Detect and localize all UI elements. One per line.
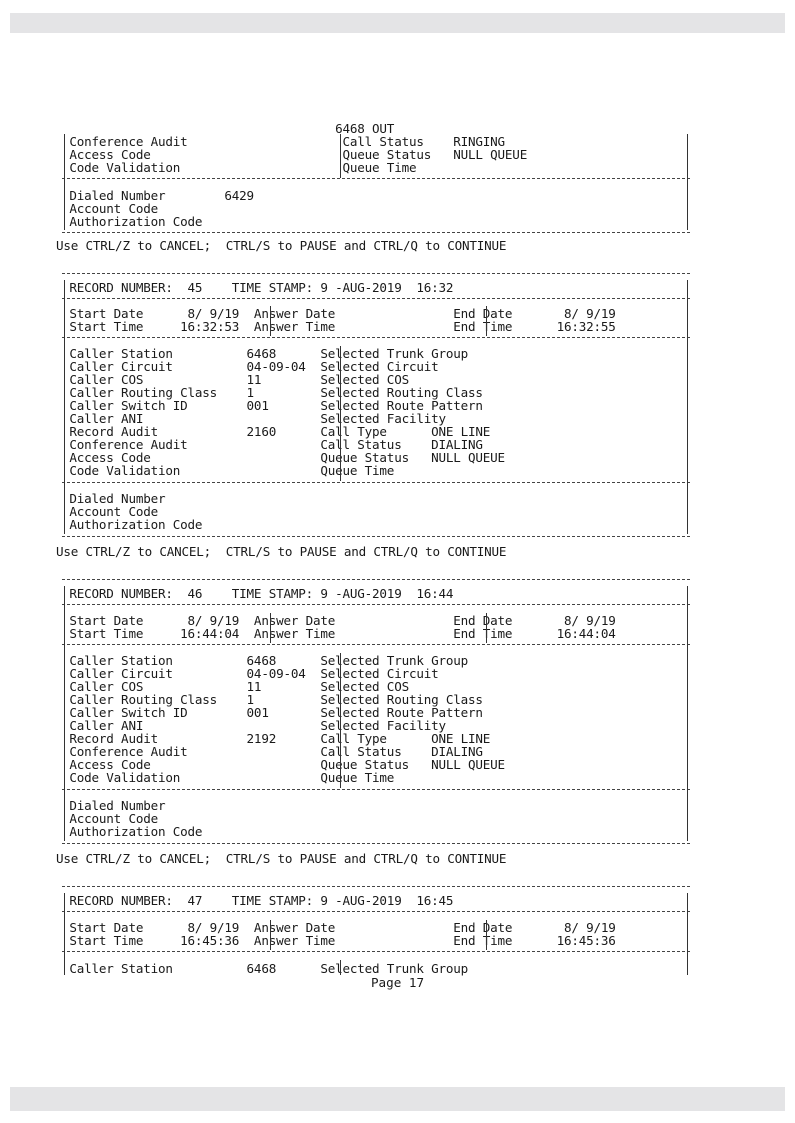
record-row: Caller Routing Class 1 Selected Routing Class [62, 692, 483, 707]
record-row: Code Validation Queue Time [62, 463, 395, 478]
date-row: Start Date 8/ 9/19 Answer Date End Date 8/ 9/19 [62, 306, 616, 321]
record-row: Code Validation Queue Time [62, 160, 417, 175]
record-row: Conference Audit Call Status DIALING [62, 744, 483, 759]
record-row: Dialed Number 6429 [62, 188, 254, 203]
divider-line [62, 337, 690, 338]
divider-line [62, 178, 690, 179]
divider-line [62, 536, 690, 537]
divider-line [62, 273, 690, 274]
record-row: Caller COS 11 Selected COS [62, 679, 409, 694]
column-separator [340, 134, 341, 178]
record-row: Caller Station 6468 Selected Trunk Group [62, 653, 469, 668]
date-row: Start Time 16:44:04 Answer Time End Time 16:44:04 [62, 626, 616, 641]
record-row: Access Code Queue Status NULL QUEUE [62, 450, 505, 465]
right-border [687, 134, 688, 230]
record-row: Caller COS 11 Selected COS [62, 372, 409, 387]
record-row: Authorization Code [62, 824, 203, 839]
record-row: Dialed Number [62, 798, 166, 813]
divider-line [62, 789, 690, 790]
column-separator [486, 920, 487, 950]
record-row: Caller Circuit 04-09-04 Selected Circuit [62, 359, 439, 374]
right-border [687, 586, 688, 841]
divider-line [62, 886, 690, 887]
column-separator [340, 346, 341, 481]
record-row: Account Code [62, 201, 158, 216]
record-row: Authorization Code [62, 517, 203, 532]
record-row: Caller Station 6468 Selected Trunk Group [62, 346, 469, 361]
right-border [687, 893, 688, 975]
control-hint: Use CTRL/Z to CANCEL; CTRL/S to PAUSE and CTRL/Q to CONTINUE [56, 544, 507, 559]
record-row: Caller Circuit 04-09-04 Selected Circuit [62, 666, 439, 681]
date-row: Start Date 8/ 9/19 Answer Date End Date 8/ 9/19 [62, 613, 616, 628]
record-row: Conference Audit Call Status RINGING [62, 134, 505, 149]
column-separator [486, 306, 487, 336]
record-row: Access Code Queue Status NULL QUEUE [62, 147, 528, 162]
column-separator [340, 653, 341, 788]
record-header: RECORD NUMBER: 46 TIME STAMP: 9 -AUG-2019 16:44 [62, 586, 454, 601]
divider-line [62, 843, 690, 844]
date-row: Start Time 16:32:53 Answer Time End Time 16:32:55 [62, 319, 616, 334]
record-header: RECORD NUMBER: 47 TIME STAMP: 9 -AUG-2019 16:45 [62, 893, 454, 908]
divider-line [62, 298, 690, 299]
record-row: Dialed Number [62, 491, 166, 506]
call-out-line: 6468 OUT [62, 121, 395, 136]
divider-line [62, 232, 690, 233]
record-row: Caller Routing Class 1 Selected Routing Class [62, 385, 483, 400]
divider-line [62, 579, 690, 580]
record-row: Code Validation Queue Time [62, 770, 395, 785]
column-separator [270, 920, 271, 950]
left-border [64, 893, 65, 975]
divider-line [62, 604, 690, 605]
page-number: Page 17 [370, 975, 425, 990]
record-row: Caller ANI Selected Facility [62, 718, 446, 733]
record-row: Caller ANI Selected Facility [62, 411, 446, 426]
column-separator [270, 306, 271, 336]
column-separator [270, 613, 271, 643]
column-separator [486, 613, 487, 643]
left-border [64, 134, 65, 230]
left-border [64, 280, 65, 534]
record-row: Authorization Code [62, 214, 203, 229]
record-row: Account Code [62, 811, 158, 826]
record-row: Caller Switch ID 001 Selected Route Pattern [62, 398, 483, 413]
record-row: Caller Switch ID 001 Selected Route Pattern [62, 705, 483, 720]
control-hint: Use CTRL/Z to CANCEL; CTRL/S to PAUSE and CTRL/Q to CONTINUE [56, 238, 507, 253]
record-row: Record Audit 2160 Call Type ONE LINE [62, 424, 491, 439]
divider-line [62, 482, 690, 483]
left-border [64, 586, 65, 841]
column-separator [340, 960, 341, 975]
divider-line [62, 644, 690, 645]
date-row: Start Date 8/ 9/19 Answer Date End Date 8/ 9/19 [62, 920, 616, 935]
record-row: Account Code [62, 504, 158, 519]
record-header: RECORD NUMBER: 45 TIME STAMP: 9 -AUG-2019 16:32 [62, 280, 454, 295]
divider-line [62, 911, 690, 912]
record-row: Access Code Queue Status NULL QUEUE [62, 757, 505, 772]
record-row: Caller Station 6468 Selected Trunk Group [62, 961, 469, 976]
date-row: Start Time 16:45:36 Answer Time End Time 16:45:36 [62, 933, 616, 948]
record-row: Conference Audit Call Status DIALING [62, 437, 483, 452]
record-row: Record Audit 2192 Call Type ONE LINE [62, 731, 491, 746]
control-hint: Use CTRL/Z to CANCEL; CTRL/S to PAUSE and CTRL/Q to CONTINUE [56, 851, 507, 866]
right-border [687, 280, 688, 534]
divider-line [62, 951, 690, 952]
